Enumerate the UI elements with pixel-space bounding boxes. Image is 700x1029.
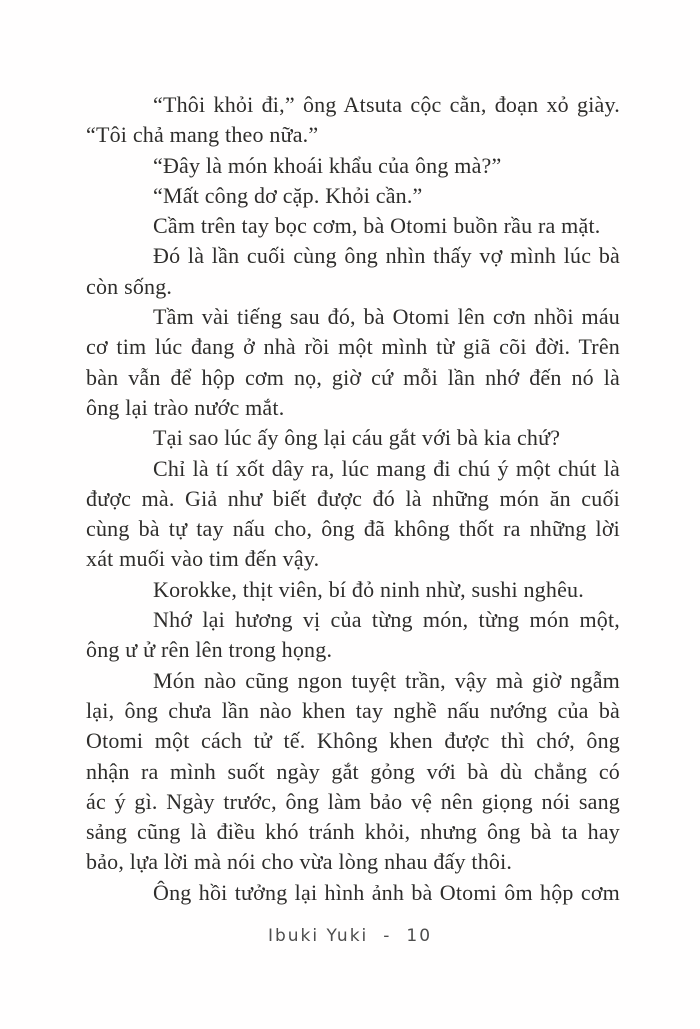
text-line: “Tôi chả mang theo nữa.” [86,122,319,148]
text-line: ông ư ử rên lên trong họng. [86,637,333,663]
text-line: Món nào cũng ngon tuyệt trần, vậy mà giờ ngẫm [153,667,620,693]
text-line: “Đây là món khoái khẩu của ông mà?” [153,152,502,178]
text-line: Tại sao lúc ấy ông lại cáu gắt với bà kia chứ? [153,425,561,451]
text-line: “Thôi khỏi đi,” ông Atsuta cộc cằn, đoạn xỏ giày. [153,92,620,117]
text-line: được mà. Giả như biết được đó là những món ăn cuối [86,485,620,511]
text-line: ác ý gì. Ngày trước, ông làm bảo vệ nên giọng nói sang [86,788,620,814]
text-line: Otomi một cách tử tế. Không khen được thì chớ, ông [86,728,620,754]
page-footer [0,926,700,946]
text-line: lại, ông chưa lần nào khen tay nghề nấu nướng của bà [86,697,620,723]
text-line: Ông hồi tưởng lại hình ảnh bà Otomi ôm hộp cơm [153,879,620,905]
text-line: nhận ra mình suốt ngày gắt gỏng với bà dù chẳng có [86,758,620,784]
text-line: còn sống. [86,273,173,299]
footer-page-number: 10 [406,926,433,946]
footer-separator: - [383,926,392,946]
text-line: Cầm trên tay bọc cơm, bà Otomi buồn rầu ra mặt. [153,213,601,239]
body-text [86,90,620,908]
text-line: cùng bà tự tay nấu cho, ông đã không thốt ra những lời [86,516,620,542]
text-line: sảng cũng là điều khó tránh khỏi, nhưng ông bà ta hay [86,819,620,845]
text-line: Chỉ là tí xốt dây ra, lúc mang đi chú ý một chút là [153,455,620,481]
text-line: cơ tim lúc đang ở nhà rồi một mình từ giã cõi đời. Trên [86,334,620,360]
text-line: bàn vẫn để hộp cơm nọ, giờ cứ mỗi lần nhớ đến nó là [86,364,620,390]
text-line: bảo, lựa lời mà nói cho vừa lòng nhau đấy thôi. [86,849,513,875]
text-line: xát muối vào tim đến vậy. [86,546,320,572]
text-line: Đó là lần cuối cùng ông nhìn thấy vợ mình lúc bà [153,243,620,269]
text-line: Tầm vài tiếng sau đó, bà Otomi lên cơn nhồi máu [153,304,620,330]
footer-author: Ibuki Yuki [267,926,369,946]
text-line: Korokke, thịt viên, bí đỏ ninh nhừ, sushi nghêu. [153,576,584,602]
text-line: Nhớ lại hương vị của từng món, từng món một, [153,607,620,633]
text-line: ông lại trào nước mắt. [86,394,285,420]
text-line: “Mất công dơ cặp. Khỏi cần.” [153,182,423,208]
